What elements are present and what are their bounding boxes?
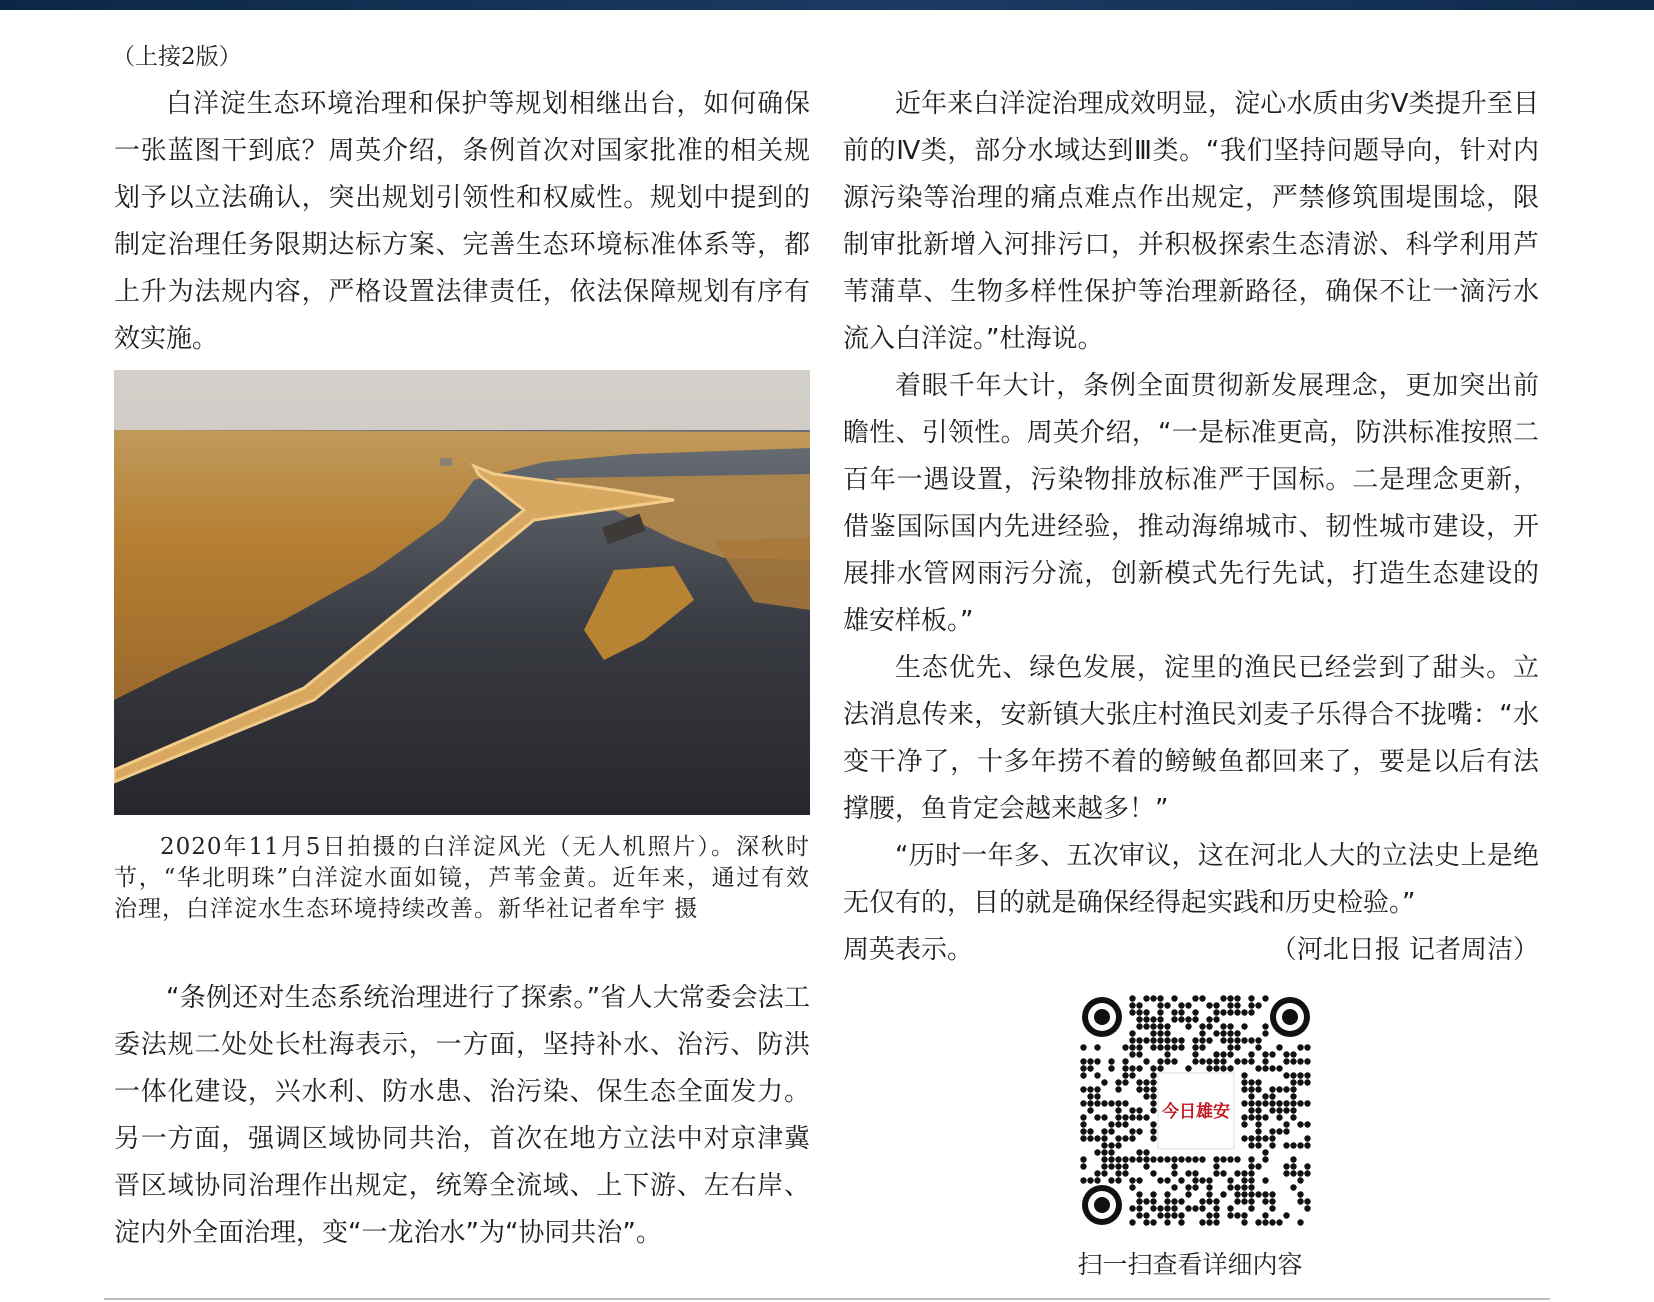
left-column-bottom [114, 975, 810, 1257]
baiyangdian-aerial-photo [114, 370, 810, 815]
qr-logo-text: 今日雄安 [1162, 1102, 1230, 1122]
article-paragraph: 白洋淀生态环境治理和保护等规划相继出台，如何确保一张蓝图干到底？周英介绍，条例首次对国家批准的相关规划予以立法确认，突出规划引领性和权威性。规划中提到的制定治理任务限期达标方案、完善生态环境标准体系等，都上升为法规内容，严格设置法律责任，依法保障规划有序有效实施。 [114, 89, 810, 354]
qr-finder-bottom-left [1082, 1185, 1122, 1225]
closing-text: 周英表示。 [843, 935, 974, 965]
right-column [843, 81, 1539, 974]
left-column-top [114, 81, 810, 363]
continued-from-page-note: （上接2版） [112, 44, 242, 70]
article-paragraph: 生态优先、绿色发展，淀里的渔民已经尝到了甜头。立法消息传来，安新镇大张庄村渔民刘麦子乐得合不拢嘴：“水变干净了，十多年捞不着的鳑鲏鱼都回来了，要是以后有法撑腰，鱼肯定会越来越多！” [843, 653, 1539, 824]
qr-finder-top-right [1270, 997, 1310, 1037]
qr-code[interactable] [1080, 995, 1312, 1227]
article-byline: （河北日报 记者周洁） [1270, 935, 1539, 965]
article-paragraph: “历时一年多、五次审议，这在河北人大的立法史上是绝无仅有的，目的就是确保经得起实践和历史检验。” [843, 841, 1539, 918]
qr-code-block [1076, 995, 1316, 1227]
bottom-divider [104, 1298, 1550, 1300]
article-paragraph: 着眼千年大计，条例全面贯彻新发展理念，更加突出前瞻性、引领性。周英介绍，“一是标准更高，防洪标准按照二百年一遇设置，污染物排放标准严于国标。二是理念更新，借鉴国际国内先进经验，推动海绵城市、韧性城市建设，开展排水管网雨污分流，创新模式先行先试，打造生态建设的雄安样板。” [843, 371, 1539, 636]
qr-finder-top-left [1082, 997, 1122, 1037]
closing-line [843, 927, 1539, 974]
top-banner-bar [0, 0, 1654, 10]
photo-caption: 2020年11月5日拍摄的白洋淀风光（无人机照片）。深秋时节，“华北明珠”白洋淀水面如镜，芦苇金黄。近年来，通过有效治理，白洋淀水生态环境持续改善。新华社记者牟宇 摄 [114, 834, 810, 922]
qr-caption: 扫一扫查看详细内容 [1077, 1250, 1303, 1279]
article-paragraph: 近年来白洋淀治理成效明显，淀心水质由劣Ⅴ类提升至目前的Ⅳ类，部分水域达到Ⅲ类。“我们坚持问题导向，针对内源污染等治理的痛点难点作出规定，严禁修筑围堤围埝，限制审批新增入河排污口，并积极探索生态清淤、科学利用芦苇蒲草、生物多样性保护等治理新路径，确保不让一滴污水流入白洋淀。”杜海说。 [843, 89, 1539, 354]
article-paragraph: “条例还对生态系统治理进行了探索。”省人大常委会法工委法规二处处长杜海表示，一方面，坚持补水、治污、防洪一体化建设，兴水利、防水患、治污染、保生态全面发力。另一方面，强调区域协同共治，首次在地方立法中对京津冀晋区域协同治理作出规定，统筹全流域、上下游、左右岸、淀内外全面治理，变“一龙治水”为“协同共治”。 [114, 983, 810, 1248]
